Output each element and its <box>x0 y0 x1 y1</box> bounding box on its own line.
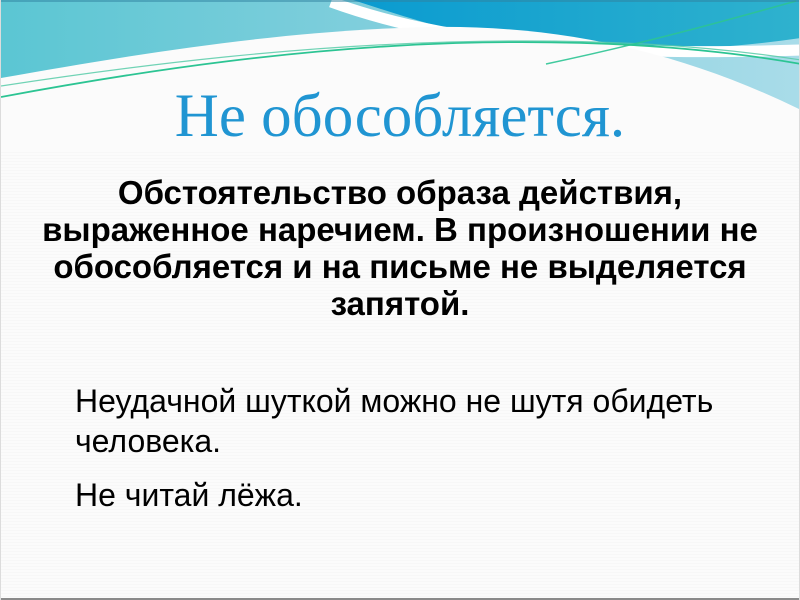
top-edge-line <box>1 0 800 2</box>
examples-block <box>75 381 744 529</box>
example-2-line-1: Не читай лёжа. <box>75 477 303 513</box>
definition-line-2: выраженное наречием. В произношении не <box>42 211 758 248</box>
example-1-line-1: Неудачной шуткой можно не шутя обидеть <box>75 383 714 419</box>
example-1-line-2: человека. <box>75 423 222 459</box>
definition-line-3: обособляется и на письме не выделяется <box>53 248 747 285</box>
definition-line-1: Обстоятельство образа действия, <box>117 174 683 211</box>
example-sentence-1 <box>75 381 744 461</box>
definition-line-4: запятой. <box>330 285 470 322</box>
definition-text <box>41 174 759 322</box>
slide-title: Не обособляется. <box>174 83 626 150</box>
example-sentence-2 <box>75 475 744 515</box>
